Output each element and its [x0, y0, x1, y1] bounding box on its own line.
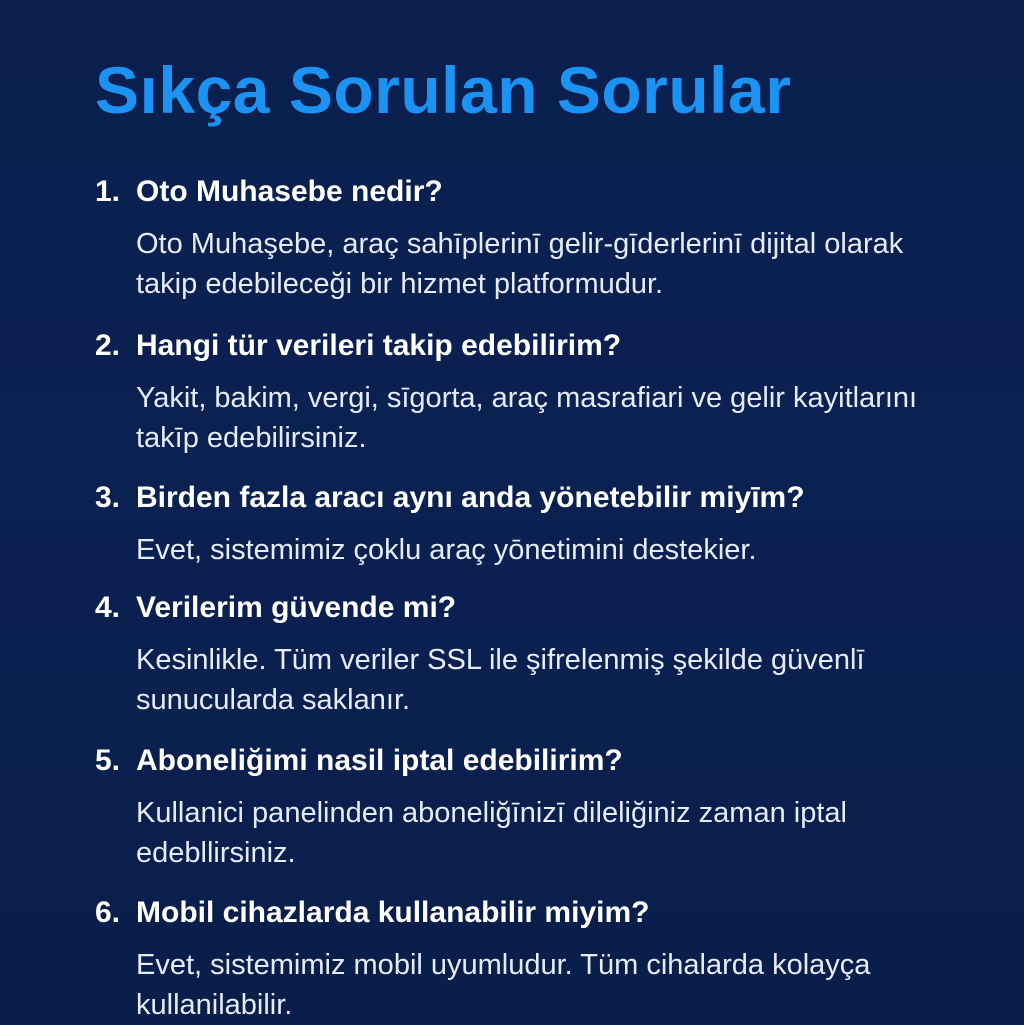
faq-question-text: Oto Muhasebe nedir?	[136, 175, 443, 208]
faq-question-text: Birden fazla aracı aynı anda yönetebilir miyīm?	[136, 481, 805, 514]
faq-question	[95, 480, 975, 516]
faq-question-text: Mobil cihazlarda kullanabilir miyim?	[136, 896, 650, 929]
faq-number: 2.	[95, 329, 121, 362]
faq-answer: Yakit, bakim, vergi, sīgorta, araç masrafiari ve gelir kayitlarını takīp edebilirsiniz.	[136, 382, 918, 454]
faq-number: 5.	[95, 744, 121, 777]
faq-answer: Oto Muhaşebe, araç sahīplerinī gelir-gīderlerinī dijital olarak takip edebileceği bir hizmet platformudur.	[136, 228, 904, 300]
faq-number: 1.	[95, 175, 121, 208]
faq-question	[95, 895, 975, 931]
faq-item-3	[95, 480, 975, 570]
faq-answer: Evet, sistemimiz mobil uyumludur. Tüm cihalarda kolayça kullanilabilir.	[136, 949, 871, 1021]
page-title: Sıkça Sorulan Sorular	[95, 53, 792, 127]
faq-item-1	[95, 174, 975, 304]
faq-number: 6.	[95, 896, 121, 929]
faq-number: 4.	[95, 591, 121, 624]
faq-question	[95, 174, 975, 210]
faq-number: 3.	[95, 481, 121, 514]
faq-item-6	[95, 895, 975, 1025]
faq-item-5	[95, 743, 975, 873]
faq-answer: Kesinlikle. Tüm veriler SSL ile şifrelenmiş şekilde güvenlī sunucularda saklanır.	[136, 644, 865, 716]
faq-question-text: Aboneliğimi nasil iptal edebilirim?	[136, 744, 623, 777]
faq-question	[95, 328, 975, 364]
faq-item-4	[95, 590, 975, 720]
faq-question	[95, 590, 975, 626]
faq-item-2	[95, 328, 975, 458]
faq-question	[95, 743, 975, 779]
faq-answer: Kullanici panelinden aboneliğīnizī dileliğiniz zaman iptal edebllirsiniz.	[136, 797, 847, 869]
faq-question-text: Hangi tür verileri takip edebilirim?	[136, 329, 622, 362]
faq-question-text: Verilerim güvende mi?	[136, 591, 457, 624]
faq-answer: Evet, sistemimiz çoklu araç yōnetimini destekier.	[136, 534, 757, 566]
